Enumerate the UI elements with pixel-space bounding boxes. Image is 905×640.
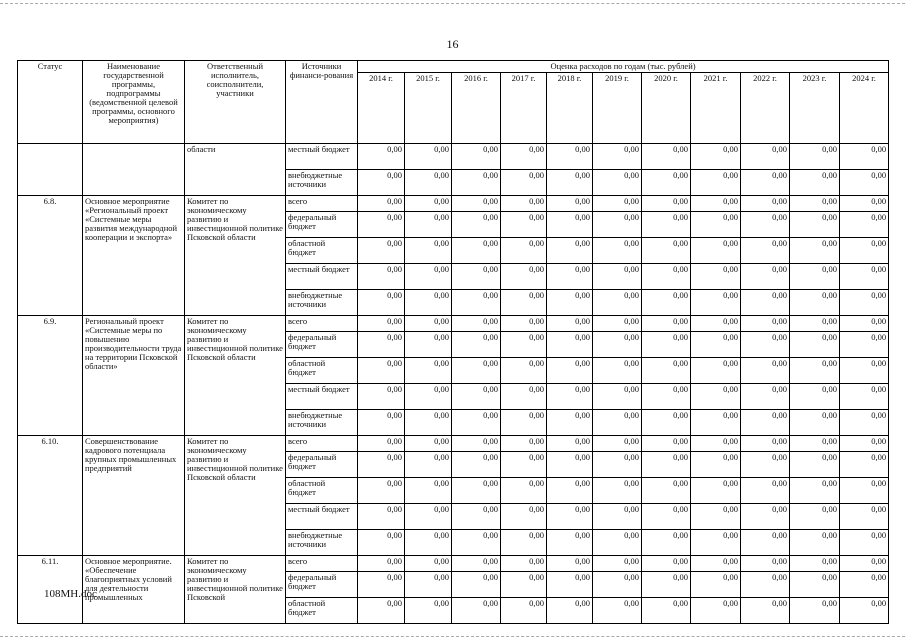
amount-cell: 0,00 — [593, 358, 642, 384]
amount-cell: 0,00 — [840, 264, 889, 290]
amount-cell: 0,00 — [593, 436, 642, 452]
amount-cell: 0,00 — [358, 238, 405, 264]
funding-source-cell: федеральный бюджет — [286, 572, 358, 598]
amount-cell: 0,00 — [691, 572, 741, 598]
amount-cell: 0,00 — [840, 238, 889, 264]
amount-cell: 0,00 — [790, 572, 840, 598]
amount-cell: 0,00 — [593, 556, 642, 572]
amount-cell: 0,00 — [452, 290, 501, 316]
amount-cell: 0,00 — [452, 264, 501, 290]
amount-cell: 0,00 — [501, 144, 547, 170]
amount-cell: 0,00 — [642, 436, 691, 452]
document-filename: 108МН.doc — [44, 588, 97, 600]
amount-cell: 0,00 — [358, 478, 405, 504]
amount-cell: 0,00 — [840, 170, 889, 196]
amount-cell: 0,00 — [358, 290, 405, 316]
amount-cell: 0,00 — [405, 264, 452, 290]
amount-cell: 0,00 — [840, 196, 889, 212]
amount-cell: 0,00 — [547, 212, 593, 238]
amount-cell: 0,00 — [741, 436, 790, 452]
amount-cell: 0,00 — [741, 238, 790, 264]
amount-cell: 0,00 — [691, 332, 741, 358]
header-sources: Источники финанси-рования — [286, 61, 358, 144]
amount-cell: 0,00 — [642, 572, 691, 598]
amount-cell: 0,00 — [501, 332, 547, 358]
amount-cell: 0,00 — [547, 358, 593, 384]
amount-cell: 0,00 — [790, 452, 840, 478]
amount-cell: 0,00 — [642, 316, 691, 332]
amount-cell: 0,00 — [642, 452, 691, 478]
page-number: 16 — [446, 37, 459, 51]
amount-cell: 0,00 — [593, 530, 642, 556]
amount-cell: 0,00 — [358, 144, 405, 170]
amount-cell: 0,00 — [501, 410, 547, 436]
amount-cell: 0,00 — [547, 452, 593, 478]
amount-cell: 0,00 — [405, 170, 452, 196]
funding-source-cell: всего — [286, 316, 358, 332]
amount-cell: 0,00 — [358, 384, 405, 410]
amount-cell: 0,00 — [405, 556, 452, 572]
amount-cell: 0,00 — [691, 384, 741, 410]
amount-cell: 0,00 — [593, 170, 642, 196]
funding-source-cell: всего — [286, 556, 358, 572]
amount-cell: 0,00 — [790, 290, 840, 316]
amount-cell: 0,00 — [501, 598, 547, 624]
amount-cell: 0,00 — [790, 436, 840, 452]
header-year: 2015 г. — [405, 73, 452, 144]
amount-cell: 0,00 — [452, 478, 501, 504]
amount-cell: 0,00 — [840, 384, 889, 410]
amount-cell: 0,00 — [547, 598, 593, 624]
amount-cell: 0,00 — [452, 238, 501, 264]
amount-cell: 0,00 — [840, 598, 889, 624]
funding-source-cell: местный бюджет — [286, 264, 358, 290]
header-row — [18, 61, 889, 73]
amount-cell: 0,00 — [452, 572, 501, 598]
amount-cell: 0,00 — [405, 238, 452, 264]
amount-cell: 0,00 — [358, 332, 405, 358]
amount-cell: 0,00 — [452, 452, 501, 478]
amount-cell: 0,00 — [691, 452, 741, 478]
amount-cell: 0,00 — [593, 572, 642, 598]
amount-cell: 0,00 — [790, 410, 840, 436]
amount-cell: 0,00 — [741, 598, 790, 624]
amount-cell: 0,00 — [741, 572, 790, 598]
amount-cell: 0,00 — [405, 332, 452, 358]
amount-cell: 0,00 — [790, 504, 840, 530]
funding-source-cell: местный бюджет — [286, 384, 358, 410]
amount-cell: 0,00 — [358, 436, 405, 452]
funding-source-cell: местный бюджет — [286, 144, 358, 170]
table-row — [18, 196, 889, 212]
amount-cell: 0,00 — [547, 436, 593, 452]
amount-cell: 0,00 — [452, 358, 501, 384]
funding-source-cell: областной бюджет — [286, 358, 358, 384]
amount-cell: 0,00 — [547, 556, 593, 572]
funding-source-cell: областной бюджет — [286, 478, 358, 504]
amount-cell: 0,00 — [741, 478, 790, 504]
amount-cell: 0,00 — [691, 290, 741, 316]
amount-cell: 0,00 — [501, 572, 547, 598]
amount-cell: 0,00 — [501, 238, 547, 264]
amount-cell: 0,00 — [452, 170, 501, 196]
amount-cell: 0,00 — [790, 170, 840, 196]
amount-cell: 0,00 — [501, 436, 547, 452]
table-row — [18, 436, 889, 452]
amount-cell: 0,00 — [691, 436, 741, 452]
scan-bottom-edge — [0, 636, 905, 637]
header-name: Наименование государственной программы, подпрограммы (ведомственной целевой программы, основного мероприятия) — [83, 61, 185, 144]
program-name-cell — [83, 144, 185, 196]
program-name-cell: Основное мероприятие. «Обеспечение благоприятных условий для деятельности промышленных — [83, 556, 185, 624]
amount-cell: 0,00 — [547, 384, 593, 410]
amount-cell: 0,00 — [840, 212, 889, 238]
amount-cell: 0,00 — [547, 144, 593, 170]
amount-cell: 0,00 — [358, 316, 405, 332]
amount-cell: 0,00 — [358, 572, 405, 598]
header-year: 2020 г. — [642, 73, 691, 144]
amount-cell: 0,00 — [790, 556, 840, 572]
amount-cell: 0,00 — [790, 238, 840, 264]
status-cell: 6.11. — [18, 556, 83, 624]
amount-cell: 0,00 — [642, 530, 691, 556]
amount-cell: 0,00 — [405, 530, 452, 556]
amount-cell: 0,00 — [547, 504, 593, 530]
header-year: 2022 г. — [741, 73, 790, 144]
amount-cell: 0,00 — [405, 212, 452, 238]
amount-cell: 0,00 — [501, 212, 547, 238]
amount-cell: 0,00 — [593, 598, 642, 624]
amount-cell: 0,00 — [840, 436, 889, 452]
amount-cell: 0,00 — [691, 598, 741, 624]
executor-cell: Комитет по экономическому развитию и инвестиционной политике Псковской области — [185, 316, 286, 436]
amount-cell: 0,00 — [741, 332, 790, 358]
header-year: 2014 г. — [358, 73, 405, 144]
amount-cell: 0,00 — [741, 264, 790, 290]
amount-cell: 0,00 — [593, 264, 642, 290]
header-year: 2019 г. — [593, 73, 642, 144]
header-year: 2023 г. — [790, 73, 840, 144]
amount-cell: 0,00 — [691, 358, 741, 384]
amount-cell: 0,00 — [547, 478, 593, 504]
table-row — [18, 316, 889, 332]
amount-cell: 0,00 — [840, 410, 889, 436]
amount-cell: 0,00 — [358, 504, 405, 530]
header-estimate: Оценка расходов по годам (тыс. рублей) — [358, 61, 889, 73]
expenditure-table — [17, 60, 889, 624]
amount-cell: 0,00 — [840, 504, 889, 530]
amount-cell: 0,00 — [405, 436, 452, 452]
program-name-cell: Совершенствование кадрового потенциала крупных промышленных предприятий — [83, 436, 185, 556]
header-status: Статус — [18, 61, 83, 144]
table-row — [18, 556, 889, 572]
amount-cell: 0,00 — [452, 504, 501, 530]
amount-cell: 0,00 — [547, 170, 593, 196]
amount-cell: 0,00 — [547, 290, 593, 316]
amount-cell: 0,00 — [547, 238, 593, 264]
amount-cell: 0,00 — [790, 478, 840, 504]
executor-cell: Комитет по экономическому развитию и инвестиционной политике Псковской области — [185, 436, 286, 556]
amount-cell: 0,00 — [840, 556, 889, 572]
amount-cell: 0,00 — [452, 556, 501, 572]
amount-cell: 0,00 — [452, 436, 501, 452]
amount-cell: 0,00 — [691, 556, 741, 572]
amount-cell: 0,00 — [358, 264, 405, 290]
amount-cell: 0,00 — [642, 504, 691, 530]
amount-cell: 0,00 — [593, 212, 642, 238]
executor-cell: Комитет по экономическому развитию и инвестиционной политике Псковской области — [185, 196, 286, 316]
amount-cell: 0,00 — [691, 196, 741, 212]
amount-cell: 0,00 — [358, 358, 405, 384]
amount-cell: 0,00 — [501, 264, 547, 290]
amount-cell: 0,00 — [358, 212, 405, 238]
amount-cell: 0,00 — [642, 170, 691, 196]
amount-cell: 0,00 — [840, 478, 889, 504]
amount-cell: 0,00 — [741, 504, 790, 530]
amount-cell: 0,00 — [452, 316, 501, 332]
funding-source-cell: местный бюджет — [286, 504, 358, 530]
amount-cell: 0,00 — [642, 212, 691, 238]
funding-source-cell: областной бюджет — [286, 598, 358, 624]
amount-cell: 0,00 — [547, 572, 593, 598]
amount-cell: 0,00 — [547, 264, 593, 290]
amount-cell: 0,00 — [547, 316, 593, 332]
amount-cell: 0,00 — [790, 196, 840, 212]
amount-cell: 0,00 — [741, 358, 790, 384]
amount-cell: 0,00 — [358, 556, 405, 572]
amount-cell: 0,00 — [741, 530, 790, 556]
amount-cell: 0,00 — [501, 316, 547, 332]
status-cell: 6.10. — [18, 436, 83, 556]
amount-cell: 0,00 — [691, 316, 741, 332]
amount-cell: 0,00 — [501, 530, 547, 556]
amount-cell: 0,00 — [691, 170, 741, 196]
amount-cell: 0,00 — [593, 144, 642, 170]
amount-cell: 0,00 — [790, 144, 840, 170]
amount-cell: 0,00 — [840, 572, 889, 598]
header-year: 2018 г. — [547, 73, 593, 144]
amount-cell: 0,00 — [547, 410, 593, 436]
amount-cell: 0,00 — [691, 410, 741, 436]
amount-cell: 0,00 — [642, 264, 691, 290]
table-row — [18, 144, 889, 170]
amount-cell: 0,00 — [405, 384, 452, 410]
amount-cell: 0,00 — [741, 556, 790, 572]
amount-cell: 0,00 — [741, 290, 790, 316]
amount-cell: 0,00 — [405, 410, 452, 436]
funding-source-cell: всего — [286, 436, 358, 452]
amount-cell: 0,00 — [840, 144, 889, 170]
amount-cell: 0,00 — [452, 212, 501, 238]
amount-cell: 0,00 — [691, 212, 741, 238]
amount-cell: 0,00 — [741, 170, 790, 196]
amount-cell: 0,00 — [405, 290, 452, 316]
funding-source-cell: федеральный бюджет — [286, 452, 358, 478]
header-year: 2016 г. — [452, 73, 501, 144]
amount-cell: 0,00 — [642, 358, 691, 384]
amount-cell: 0,00 — [501, 290, 547, 316]
amount-cell: 0,00 — [593, 410, 642, 436]
amount-cell: 0,00 — [642, 196, 691, 212]
amount-cell: 0,00 — [691, 530, 741, 556]
amount-cell: 0,00 — [452, 598, 501, 624]
amount-cell: 0,00 — [691, 478, 741, 504]
amount-cell: 0,00 — [642, 598, 691, 624]
amount-cell: 0,00 — [691, 504, 741, 530]
header-year: 2024 г. — [840, 73, 889, 144]
amount-cell: 0,00 — [593, 384, 642, 410]
amount-cell: 0,00 — [358, 598, 405, 624]
amount-cell: 0,00 — [741, 410, 790, 436]
amount-cell: 0,00 — [358, 196, 405, 212]
header-year: 2021 г. — [691, 73, 741, 144]
amount-cell: 0,00 — [405, 572, 452, 598]
amount-cell: 0,00 — [741, 384, 790, 410]
executor-cell: области — [185, 144, 286, 196]
funding-source-cell: внебюджетные источники — [286, 530, 358, 556]
status-cell: 6.8. — [18, 196, 83, 316]
amount-cell: 0,00 — [452, 144, 501, 170]
amount-cell: 0,00 — [501, 478, 547, 504]
header-year: 2017 г. — [501, 73, 547, 144]
amount-cell: 0,00 — [593, 504, 642, 530]
amount-cell: 0,00 — [790, 264, 840, 290]
amount-cell: 0,00 — [405, 196, 452, 212]
amount-cell: 0,00 — [358, 530, 405, 556]
amount-cell: 0,00 — [790, 530, 840, 556]
amount-cell: 0,00 — [547, 196, 593, 212]
amount-cell: 0,00 — [405, 478, 452, 504]
header-executor: Ответственный исполнитель, соисполнители, участники — [185, 61, 286, 144]
amount-cell: 0,00 — [741, 196, 790, 212]
amount-cell: 0,00 — [840, 332, 889, 358]
scan-top-edge — [0, 3, 905, 4]
amount-cell: 0,00 — [790, 598, 840, 624]
amount-cell: 0,00 — [593, 196, 642, 212]
amount-cell: 0,00 — [840, 452, 889, 478]
amount-cell: 0,00 — [501, 384, 547, 410]
amount-cell: 0,00 — [501, 358, 547, 384]
amount-cell: 0,00 — [642, 290, 691, 316]
amount-cell: 0,00 — [840, 316, 889, 332]
amount-cell: 0,00 — [405, 316, 452, 332]
amount-cell: 0,00 — [840, 358, 889, 384]
funding-source-cell: всего — [286, 196, 358, 212]
amount-cell: 0,00 — [405, 358, 452, 384]
amount-cell: 0,00 — [642, 144, 691, 170]
amount-cell: 0,00 — [593, 452, 642, 478]
amount-cell: 0,00 — [741, 316, 790, 332]
amount-cell: 0,00 — [691, 264, 741, 290]
amount-cell: 0,00 — [790, 384, 840, 410]
amount-cell: 0,00 — [642, 410, 691, 436]
amount-cell: 0,00 — [547, 530, 593, 556]
amount-cell: 0,00 — [840, 290, 889, 316]
status-cell — [18, 144, 83, 196]
amount-cell: 0,00 — [642, 238, 691, 264]
amount-cell: 0,00 — [452, 384, 501, 410]
amount-cell: 0,00 — [741, 144, 790, 170]
amount-cell: 0,00 — [501, 556, 547, 572]
amount-cell: 0,00 — [405, 144, 452, 170]
amount-cell: 0,00 — [642, 332, 691, 358]
amount-cell: 0,00 — [741, 212, 790, 238]
amount-cell: 0,00 — [358, 170, 405, 196]
program-name-cell: Основное мероприятие «Региональный проект «Системные меры развития международной кооперации и экспорта» — [83, 196, 185, 316]
amount-cell: 0,00 — [593, 290, 642, 316]
amount-cell: 0,00 — [593, 478, 642, 504]
amount-cell: 0,00 — [501, 452, 547, 478]
funding-source-cell: федеральный бюджет — [286, 212, 358, 238]
amount-cell: 0,00 — [691, 238, 741, 264]
amount-cell: 0,00 — [790, 358, 840, 384]
amount-cell: 0,00 — [501, 170, 547, 196]
amount-cell: 0,00 — [790, 212, 840, 238]
amount-cell: 0,00 — [452, 196, 501, 212]
amount-cell: 0,00 — [501, 196, 547, 212]
amount-cell: 0,00 — [840, 530, 889, 556]
funding-source-cell: областной бюджет — [286, 238, 358, 264]
amount-cell: 0,00 — [790, 316, 840, 332]
amount-cell: 0,00 — [642, 478, 691, 504]
amount-cell: 0,00 — [358, 452, 405, 478]
amount-cell: 0,00 — [405, 598, 452, 624]
amount-cell: 0,00 — [691, 144, 741, 170]
amount-cell: 0,00 — [452, 332, 501, 358]
amount-cell: 0,00 — [358, 410, 405, 436]
amount-cell: 0,00 — [547, 332, 593, 358]
executor-cell: Комитет по экономическому развитию и инвестиционной политике Псковской — [185, 556, 286, 624]
amount-cell: 0,00 — [790, 332, 840, 358]
amount-cell: 0,00 — [642, 384, 691, 410]
amount-cell: 0,00 — [452, 530, 501, 556]
amount-cell: 0,00 — [642, 556, 691, 572]
amount-cell: 0,00 — [405, 452, 452, 478]
amount-cell: 0,00 — [593, 316, 642, 332]
funding-source-cell: внебюджетные источники — [286, 410, 358, 436]
amount-cell: 0,00 — [593, 332, 642, 358]
status-cell: 6.9. — [18, 316, 83, 436]
funding-source-cell: внебюджетные источники — [286, 290, 358, 316]
amount-cell: 0,00 — [593, 238, 642, 264]
amount-cell: 0,00 — [452, 410, 501, 436]
program-name-cell: Региональный проект «Системные меры по повышению производительности труда на территории Псковской области» — [83, 316, 185, 436]
funding-source-cell: внебюджетные источники — [286, 170, 358, 196]
funding-source-cell: федеральный бюджет — [286, 332, 358, 358]
amount-cell: 0,00 — [741, 452, 790, 478]
amount-cell: 0,00 — [405, 504, 452, 530]
amount-cell: 0,00 — [501, 504, 547, 530]
